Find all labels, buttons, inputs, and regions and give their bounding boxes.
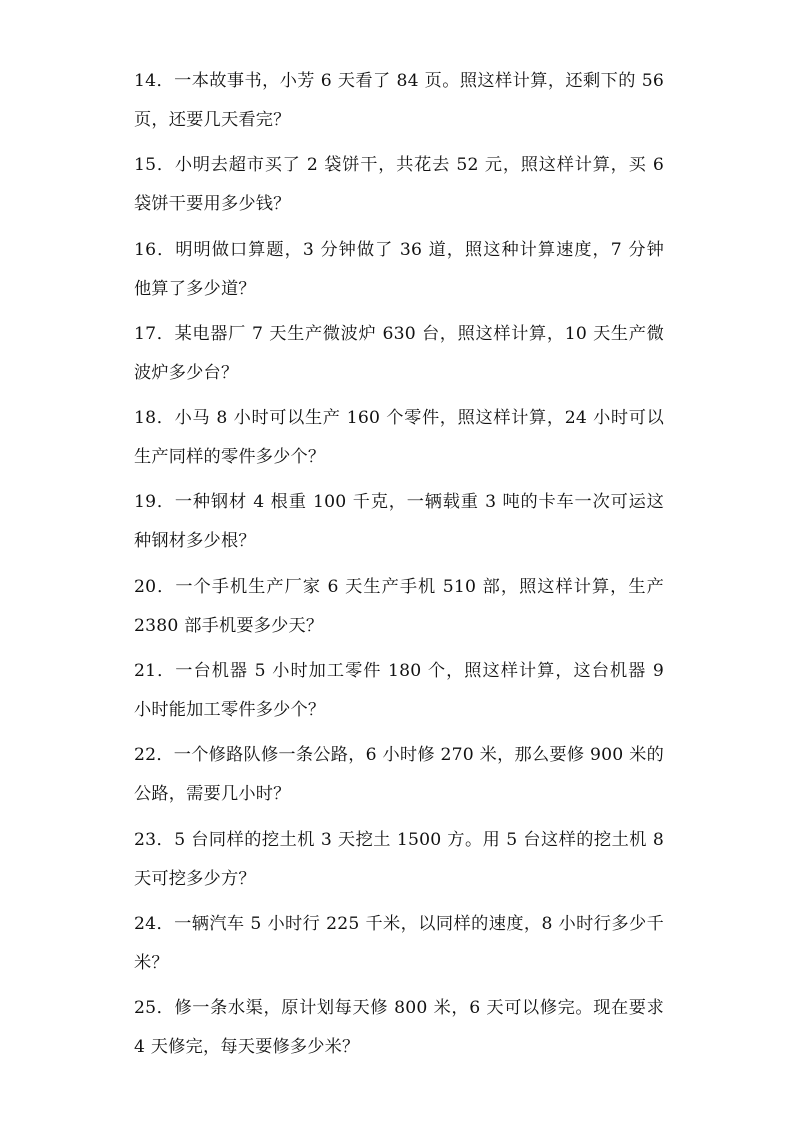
problem-line: 页，还要几天看完？ (134, 110, 291, 130)
problem-25 (134, 989, 664, 1067)
problem-line: 14．一本故事书，小芳 6 天看了 84 页。照这样计算，还剩下的 56 (134, 71, 664, 91)
problem-line: 公路，需要几小时？ (134, 784, 291, 805)
problem-line: 种钢材多少根？ (134, 531, 256, 552)
problem-line: 小时能加工零件多少个？ (134, 700, 326, 721)
problem-line: 22．一个修路队修一条公路，6 小时修 270 米，那么要修 900 米的 (134, 745, 664, 766)
problem-line: 18．小马 8 小时可以生产 160 个零件，照这样计算，24 小时可以 (134, 408, 664, 429)
problem-line: 天可挖多少方？ (134, 868, 256, 889)
problem-list (134, 62, 664, 1074)
problem-line: 米？ (134, 952, 169, 973)
problem-22 (134, 736, 664, 814)
problem-18 (134, 399, 664, 477)
problem-line: 15．小明去超市买了 2 袋饼干，共花去 52 元，照这样计算，买 6 (134, 155, 664, 176)
problem-line: 23．5 台同样的挖土机 3 天挖土 1500 方。用 5 台这样的挖土机 8 (134, 829, 664, 850)
problem-line: 19．一种钢材 4 根重 100 千克，一辆载重 3 吨的卡车一次可运这 (134, 492, 664, 513)
problem-17 (134, 315, 664, 393)
problem-line: 生产同样的零件多少个？ (134, 447, 326, 468)
problem-16 (134, 231, 664, 309)
problem-14 (134, 62, 664, 140)
problem-line: 16．明明做口算题，3 分钟做了 36 道，照这种计算速度，7 分钟 (134, 239, 664, 260)
problem-line: 20．一个手机生产厂家 6 天生产手机 510 部，照这样计算，生产 (134, 576, 664, 597)
problem-19 (134, 483, 664, 561)
problem-line: 25．修一条水渠，原计划每天修 800 米，6 天可以修完。现在要求 (134, 998, 664, 1019)
problem-line: 2380 部手机要多少天？ (134, 615, 324, 636)
problem-21 (134, 652, 664, 730)
problem-line: 他算了多少道？ (134, 278, 256, 299)
problem-20 (134, 568, 664, 646)
problem-line: 4 天修完，每天要修多少米？ (134, 1037, 360, 1058)
problem-line: 21．一台机器 5 小时加工零件 180 个，照这样计算，这台机器 9 (134, 661, 664, 682)
problem-15 (134, 146, 664, 224)
problem-line: 波炉多少台？ (134, 362, 239, 383)
problem-24 (134, 905, 664, 983)
problem-line: 17．某电器厂 7 天生产微波炉 630 台，照这样计算，10 天生产微 (134, 323, 664, 344)
problem-23 (134, 821, 664, 899)
problem-line: 袋饼干要用多少钱？ (134, 194, 291, 215)
problem-line: 24．一辆汽车 5 小时行 225 千米，以同样的速度，8 小时行多少千 (134, 913, 664, 934)
